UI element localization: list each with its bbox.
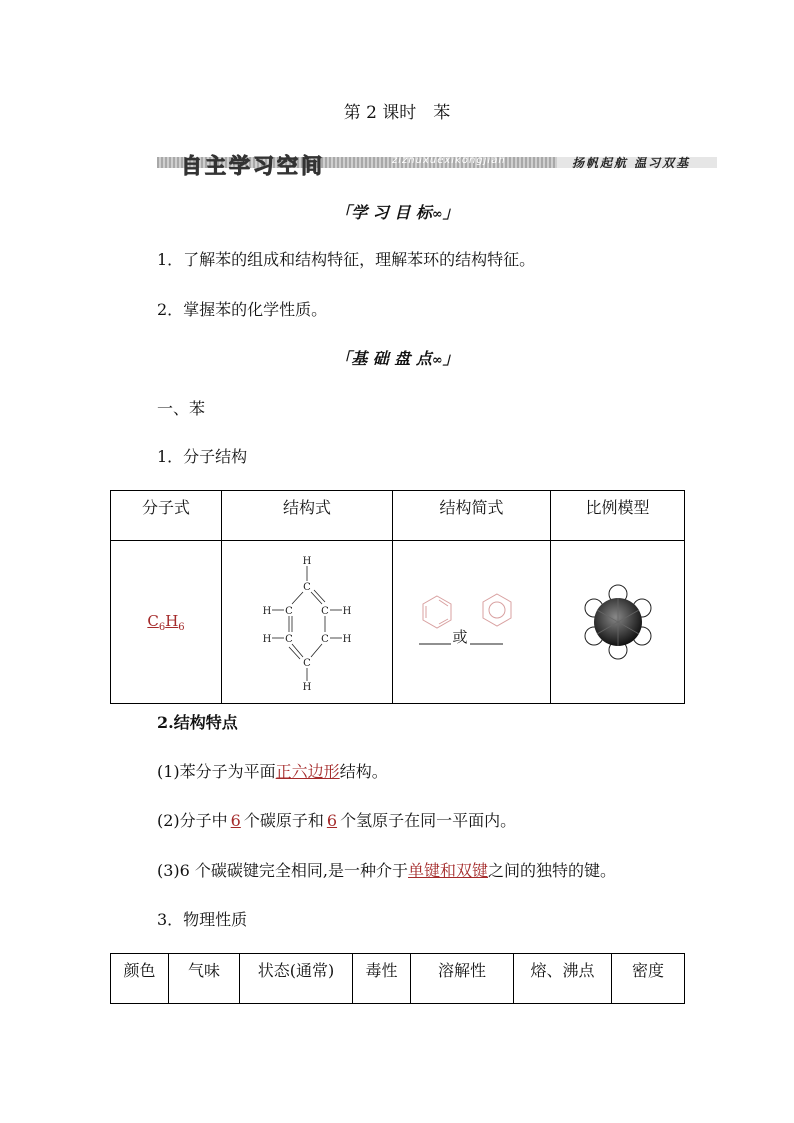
point-text: 个氢原子在同一平面内。 [340,811,517,830]
page-title: 第 2 课时 苯 [343,103,451,123]
table-header: 比例模型 [551,491,685,541]
table-header: 结构简式 [393,491,551,541]
atom-c-label: C [303,658,311,669]
molecular-formula [147,612,185,633]
atom-h-label: H [302,556,312,567]
basics-heading-text: 「基 础 盘 点 [335,349,432,368]
goal-item-2: 2．掌握苯的化学性质。 [157,300,328,319]
table-header: 气味 [169,954,240,1004]
atom-h-label: H [342,634,352,645]
subsection-heading-physical: 3．物理性质 [157,910,248,929]
atom-h-label: H [262,606,272,617]
answer-text: 单键和双键 [408,861,489,880]
atom-c-label: C [303,582,311,593]
molecular-formula-cell [111,541,222,704]
feature-point-2 [157,808,516,831]
atom-h-label: H [262,634,272,645]
infinity-icon: ∞ [431,207,443,222]
answer-text: 正六边形 [275,762,340,781]
basics-heading-tail: 」 [442,349,459,368]
atom-c-label: C [321,606,329,617]
atom-h-label: H [342,606,352,617]
goal-item-1: 1．了解苯的组成和结构特征，理解苯环的结构特征。 [157,250,536,269]
part-heading: 一、苯 [157,399,206,418]
formula-subscript: 6 [158,622,166,633]
basics-heading [0,346,794,369]
answer-text: 6 [230,811,241,830]
atom-c-label: C [285,634,293,645]
table-header: 结构式 [222,491,393,541]
formula-subscript: 6 [178,622,185,633]
simplified-structure-cell [393,541,551,704]
table-header: 颜色 [111,954,169,1004]
space-filling-model-cell [551,541,685,704]
atom-c-label: C [321,634,329,645]
atom-c-label: C [285,606,293,617]
point-text: 之间的独特的键。 [488,861,617,880]
table-header: 分子式 [111,491,222,541]
atom-h-label: H [302,682,312,692]
point-text: (1)苯分子为平面 [157,762,276,781]
goals-heading-tail: 」 [442,203,459,222]
physical-properties-table [110,953,685,1004]
table-header: 毒性 [353,954,411,1004]
point-text: 结构。 [339,762,388,781]
aromatic-ring-diagram [483,594,511,626]
feature-point-1 [157,759,388,782]
table-header: 状态(通常) [240,954,353,1004]
simplified-structure-diagram [417,592,527,652]
banner-pinyin: zizhuxuexikongjian [392,155,506,166]
structural-formula-diagram [247,552,367,692]
formula-element: H [165,612,179,630]
subsection-heading-features: 2.结构特点 [157,713,238,732]
table-header: 熔、沸点 [514,954,612,1004]
formula-element: C [147,612,159,630]
banner-heading: 自主学习空间 [181,154,325,178]
table-header: 溶解性 [411,954,514,1004]
structural-formula-cell [222,541,393,704]
table-header: 密度 [612,954,685,1004]
structure-table [110,490,685,704]
feature-point-3 [157,858,616,881]
goals-heading-text: 「学 习 目 标 [335,203,432,222]
point-text: (2)分子中 [157,811,228,830]
infinity-icon: ∞ [431,353,443,368]
goals-heading [0,200,794,223]
banner-slogan: 扬帆起航 温习双基 [572,156,691,170]
subsection-heading-structure: 1．分子结构 [157,447,248,466]
point-text: (3)6 个碳碳键完全相同,是一种介于 [157,861,409,880]
section-banner [157,150,717,176]
point-text: 个碳原子和 [243,811,324,830]
or-text: 或 [451,628,468,646]
space-filling-model-image [578,582,658,662]
kekule-ring-diagram [423,596,451,628]
answer-text: 6 [326,811,338,830]
